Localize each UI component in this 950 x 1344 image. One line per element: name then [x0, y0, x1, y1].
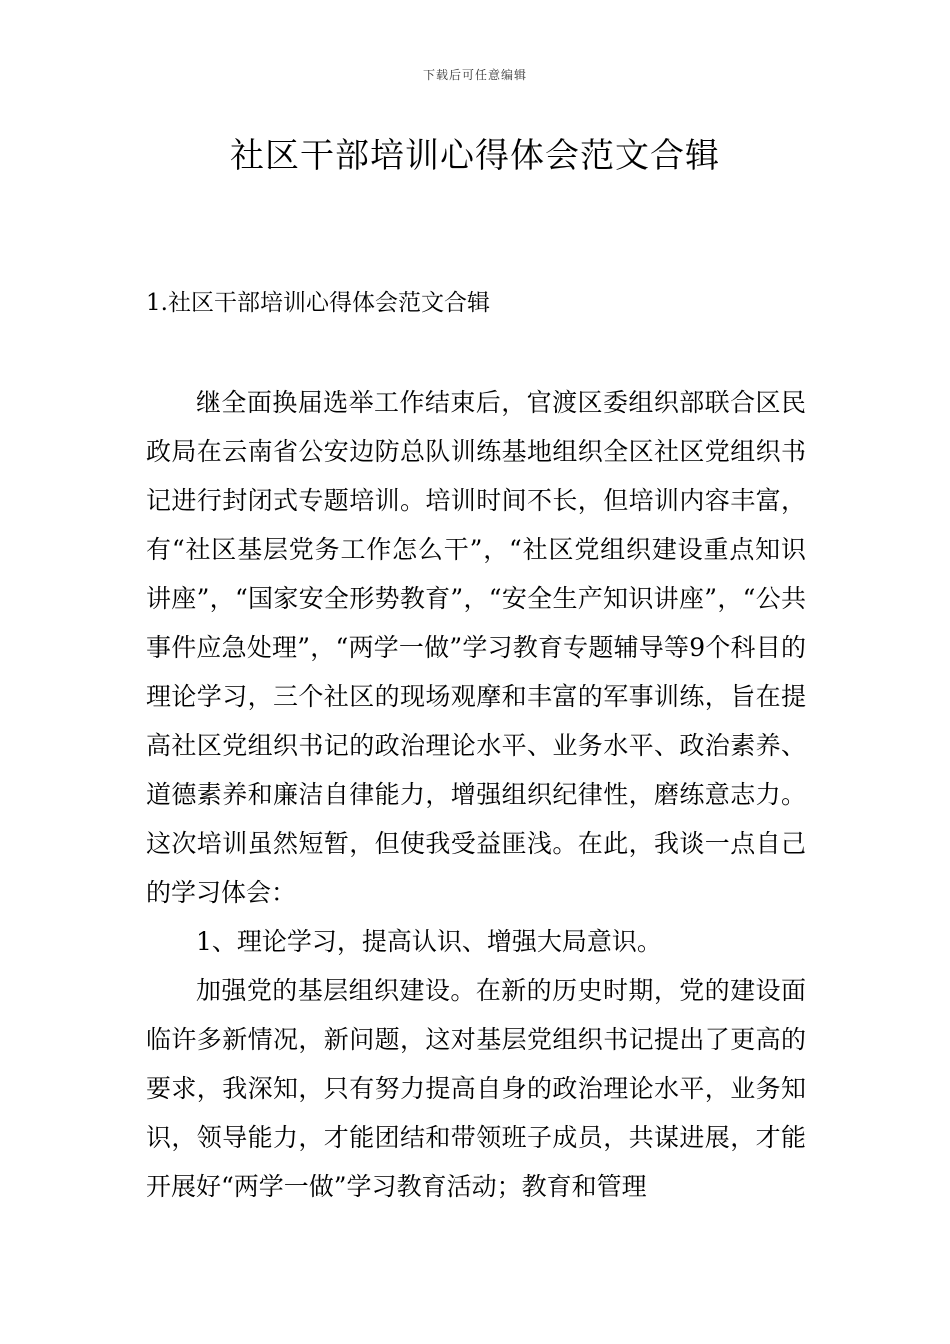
header-note: 下载后可任意编辑 — [422, 68, 527, 82]
document-title: 社区干部培训心得体会范文合辑 — [230, 136, 720, 176]
body-text — [146, 378, 806, 1211]
paragraph: 加强党的基层组织建设。在新的历史时期，党的建设面临许多新情况，新问题，这对基层党组织书记提出了更高的要求，我深知，只有努力提高自身的政治理论水平，业务知识，领导能力，才能团结和带领班子成员，共谋进展，才能开展好“两学一做”学习教育活动；教育和管理 — [146, 976, 806, 1201]
paragraph: 继全面换届选举工作结束后，官渡区委组织部联合区民政局在云南省公安边防总队训练基地组织全区社区党组织书记进行封闭式专题培训。培训时间不长，但培训内容丰富，有“社区基层党务工作怎么干”，“社区党组织建设重点知识讲座”，“国家安全形势教育”，“安全生产知识讲座”，“公共事件应急处理”，“两学一做”学习教育专题辅导等9个科目的理论学习，三个社区的现场观摩和丰富的军事训练，旨在提高社区党组织书记的政治理论水平、业务水平、政治素养、道德素养和廉洁自律能力，增强组织纪律性，磨练意志力。这次培训虽然短暂，但使我受益匪浅。在此，我谈一点自己的学习体会： — [146, 388, 806, 907]
section-heading: 1.社区干部培训心得体会范文合辑 — [146, 290, 490, 316]
paragraph: 1、理论学习，提高认识、增强大局意识。 — [196, 927, 662, 956]
